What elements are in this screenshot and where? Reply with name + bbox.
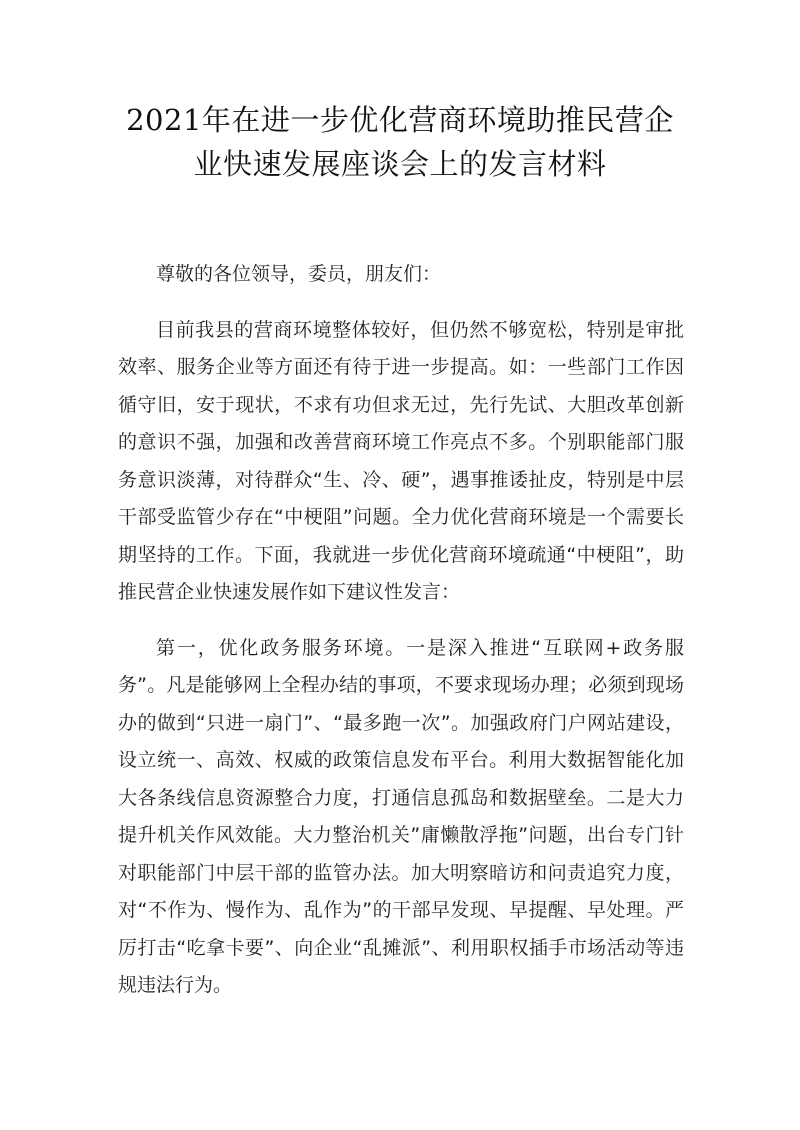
title-line-1: 2021年在进一步优化营商环境助推民营企 bbox=[126, 103, 674, 137]
document-title bbox=[110, 98, 690, 186]
first-point-paragraph: 第一，优化政务服务环境。一是深入推进“互联网+政务服务”。凡是能够网上全程办结的事项，不要求现场办理；必须到现场办的做到“只进一扇门”、“最多跑一次”。加强政府门户网站建设，设立统一、高效、权威的政策信息发布平台。利用大数据智能化加大各条线信息资源整合力度，打通信息孤岛和数据壁垒。二是大力提升机关作风效能。大力整治机关”庸懒散浮拖”问题，出台专门针对职能部门中层干部的监管办法。加大明察暗访和问责追究力度，对“不作为、慢作为、乱作为”的干部早发现、早提醒、早处理。严厉打击“吃拿卡要”、向企业“乱摊派”、利用职权插手市场活动等违规违法行为。 bbox=[118, 636, 684, 996]
document-body bbox=[118, 256, 684, 1005]
title-line-2: 业快速发展座谈会上的发言材料 bbox=[193, 147, 607, 181]
salutation-paragraph: 尊敬的各位领导，委员，朋友们： bbox=[156, 263, 442, 285]
intro-paragraph: 目前我县的营商环境整体较好，但仍然不够宽松，特别是审批效率、服务企业等方面还有待于进一步提高。如：一些部门工作因循守旧，安于现状，不求有功但求无过，先行先试、大胆改革创新的意识不强，加强和改善营商环境工作亮点不多。个别职能部门服务意识淡薄，对待群众“生、冷、硬”，遇事推诿扯皮，特别是中层干部受监管少存在“中梗阻”问题。全力优化营商环境是一个需要长期坚持的工作。下面，我就进一步优化营商环境疏通“中梗阻”，助推民营企业快速发展作如下建议性发言： bbox=[118, 318, 684, 603]
